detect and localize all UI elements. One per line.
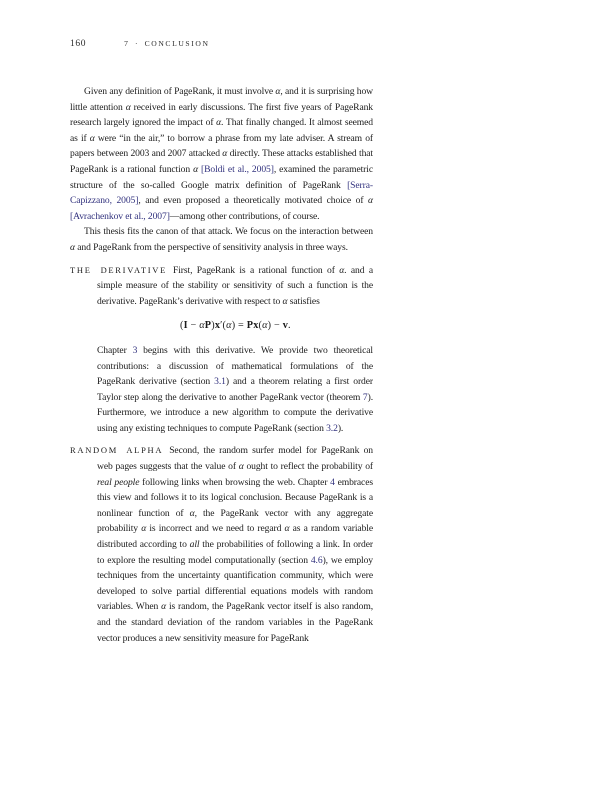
section-ref-link[interactable]: 3.1	[214, 376, 226, 388]
section-ref-link[interactable]: 4	[330, 476, 335, 488]
paragraph: Chapter 3 begins with this derivative. We provide two theoretical contributions: a discussion of mathematical formulations of the PageRank derivative (section 3.1) and a theorem relating a first order Taylor step along the derivative to another PageRank vector (theorem 7). Furthermore, we introduce a new algorithm to compute the derivative using any existing techniques to compute PageRank (section 3.2).	[97, 344, 374, 434]
running-chapter-title: 7 · CONCLUSION	[124, 39, 210, 48]
citation-link[interactable]: [Serra-Capizzano, 2005]	[70, 179, 373, 207]
italic-text: α	[70, 241, 75, 253]
page-header	[70, 39, 373, 49]
italic-text: α	[339, 264, 345, 276]
section-ref-link[interactable]: 3	[132, 344, 138, 356]
italic-text: α	[238, 461, 244, 473]
section-label: THE DERIVATIVE	[70, 264, 167, 275]
paragraph: Given any definition of PageRank, it must involve α, and it is surprising how little attention α received in early discussions. The first five years of PageRank research largely ignored the impact of α. That finally changed. It almost seemed as if α were “in the air,” to borrow a phrase from my late adviser. A stream of papers between 2003 and 2007 attacked α directly. These attacks established that PageRank is a rational function α [Boldi et al., 2005], examined the parametric structure of the so-called Google matrix definition of PageRank [Serra-Capizzano, 2005], and even proposed a theoretically motivated choice of α [Avrachenkov et al., 2007]—among other contributions, of course.	[70, 86, 374, 222]
italic-text: α	[141, 523, 147, 535]
italic-text: α	[161, 601, 167, 613]
italic-text: real people	[97, 476, 140, 488]
italic-text: α	[216, 117, 221, 129]
paragraph: This thesis fits the canon of that attack. We focus on the interaction between α and PageRank from the perspective of sensitivity analysis in three ways.	[70, 226, 373, 253]
italic-text: α	[193, 163, 198, 175]
section-ref-link[interactable]: 3.2	[326, 422, 338, 434]
italic-text: α	[282, 295, 288, 307]
italic-text: α	[284, 523, 290, 535]
section-ref-link[interactable]: 7	[362, 391, 368, 403]
italic-text: α	[89, 132, 95, 144]
page-number: 160	[70, 39, 87, 49]
pagerank-derivative-equation: (I − αP)x′(α) = Px(α) − v.	[180, 320, 291, 332]
italic-text: α	[275, 86, 281, 97]
labeled-paragraph: RANDOM ALPHA Second, the random surfer model for PageRank on web pages suggests that the value of α ought to reflect the probability of real people following links when browsing the web. Chapter 4 embraces this view and follows it to its logical conclusion. Because PageRank is a nonlinear function of α, the PageRank vector with any aggregate probability α is incorrect and we need to regard α as a random variable distributed according to all the probabilities of following a link. In order to explore the resulting model computationally (section 4.6), we employ techniques from the uncertainty quantification community, which were developed to solve partial differential equations models with random variables. When α is random, the PageRank vector itself is also random, and the standard deviation of the random variables in the PageRank vector produces a new sensitivity measure for PageRank	[70, 445, 374, 644]
citation-link[interactable]: [Boldi et al., 2005]	[201, 163, 274, 175]
italic-text: α	[368, 195, 373, 207]
italic-text: α	[222, 148, 228, 160]
citation-link[interactable]: [Avrachenkov et al., 2007]	[70, 210, 170, 222]
section-ref-link[interactable]: 4.6	[310, 554, 323, 566]
italic-text: α	[125, 101, 131, 113]
page-body	[70, 84, 373, 646]
labeled-paragraph: THE DERIVATIVE First, PageRank is a rational function of α. and a simple measure of the stability or sensitivity of such a function is the derivative. PageRank’s derivative with respect to α satisfies	[70, 264, 374, 307]
italic-text: all	[189, 539, 200, 551]
section-label: RANDOM ALPHA	[70, 445, 164, 456]
italic-text: α	[189, 507, 195, 519]
